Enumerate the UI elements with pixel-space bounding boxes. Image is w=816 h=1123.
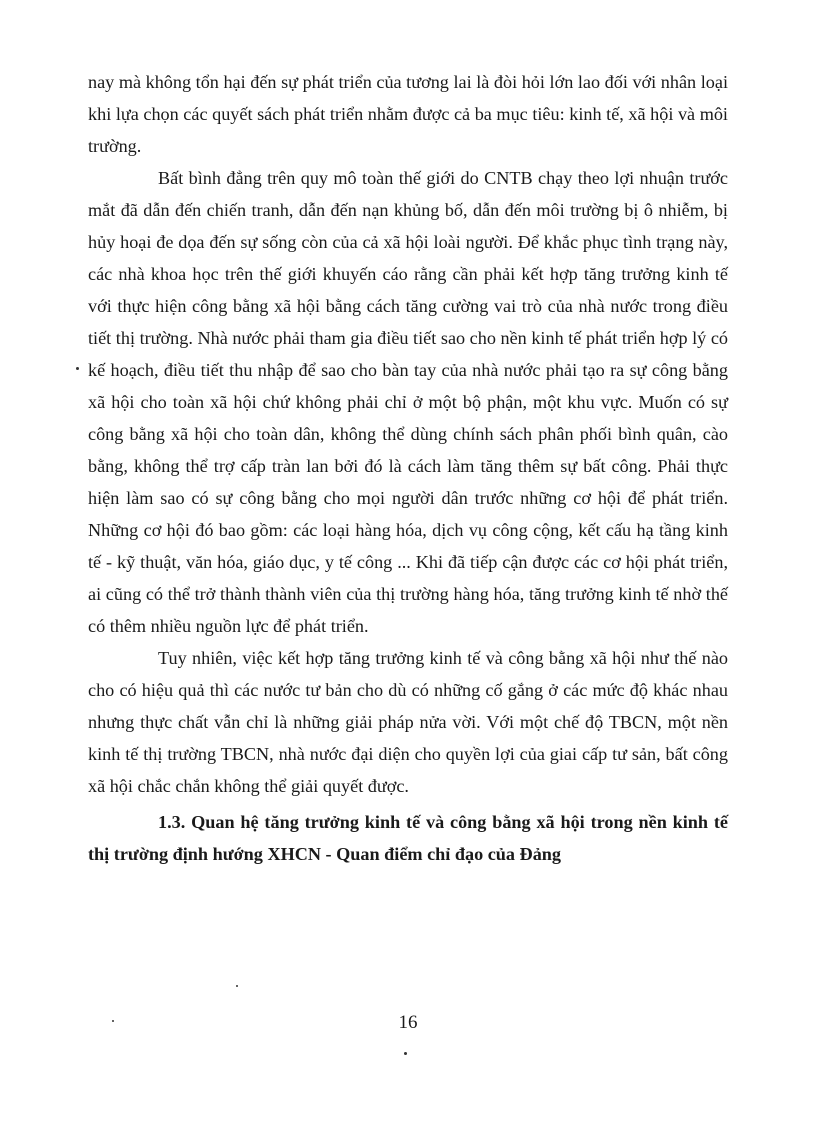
- scan-speck: [112, 1020, 114, 1022]
- scan-speck: [76, 367, 79, 370]
- page-number: 16: [398, 1012, 418, 1033]
- scan-speck: [236, 985, 238, 987]
- paragraph-continuation: nay mà không tổn hại đến sự phát triển của tương lai là đòi hỏi lớn lao đối với nhân loại khi lựa chọn các quyết sách phát triển nhằm được cả ba mục tiêu: kinh tế, xã hội và môi trường.: [88, 72, 728, 156]
- paragraph-inequality: Bất bình đẳng trên quy mô toàn thế giới do CNTB chạy theo lợi nhuận trước mắt đã dẫn đến chiến tranh, dẫn đến nạn khủng bố, dẫn đến môi trường bị ô nhiễm, bị hủy hoại đe dọa đến sự sống còn của cả xã hội loài người. Để khắc phục tình trạng này, các nhà khoa học trên thế giới khuyến cáo rằng cần phải kết hợp tăng trưởng kinh tế với thực hiện công bằng xã hội bằng cách tăng cường vai trò của nhà nước trong điều tiết thị trường. Nhà nước phải tham gia điều tiết sao cho nền kinh tế phát triển hợp lý có kế hoạch, điều tiết thu nhập để sao cho bàn tay của nhà nước phải tạo ra sự công bằng xã hội cho toàn xã hội chứ không phải chỉ ở một bộ phận, một khu vực. Muốn có sự công bằng xã hội cho toàn dân, không thể dùng chính sách phân phối bình quân, cào bằng, không thể trợ cấp tràn lan bởi đó là cách làm tăng thêm sự bất công. Phải thực hiện làm sao có sự công bằng cho mọi người dân trước những cơ hội để phát triển. Những cơ hội đó bao gồm: các loại hàng hóa, dịch vụ công cộng, kết cấu hạ tầng kinh tế - kỹ thuật, văn hóa, giáo dục, y tế công ... Khi đã tiếp cận được các cơ hội phát triển, ai cũng có thể trở thành thành viên của thị trường hàng hóa, tăng trưởng kinh tế nhờ thế có thêm nhiều nguồn lực để phát triển.: [88, 168, 728, 636]
- document-page: [88, 66, 728, 870]
- scan-speck: [404, 1052, 407, 1055]
- paragraph-capitalist-limits: Tuy nhiên, việc kết hợp tăng trưởng kinh tế và công bằng xã hội như thế nào cho có hiệu quả thì các nước tư bản cho dù có những cố gắng ở các mức độ khác nhau nhưng thực chất vẫn chỉ là những giải pháp nửa vời. Với một chế độ TBCN, một nền kinh tế thị trường TBCN, nhà nước đại diện cho quyền lợi của giai cấp tư sản, bất công xã hội chắc chắn không thể giải quyết được.: [88, 648, 728, 796]
- section-heading: 1.3. Quan hệ tăng trưởng kinh tế và công bằng xã hội trong nền kinh tế thị trường định hướng XHCN - Quan điểm chỉ đạo của Đảng: [88, 812, 728, 864]
